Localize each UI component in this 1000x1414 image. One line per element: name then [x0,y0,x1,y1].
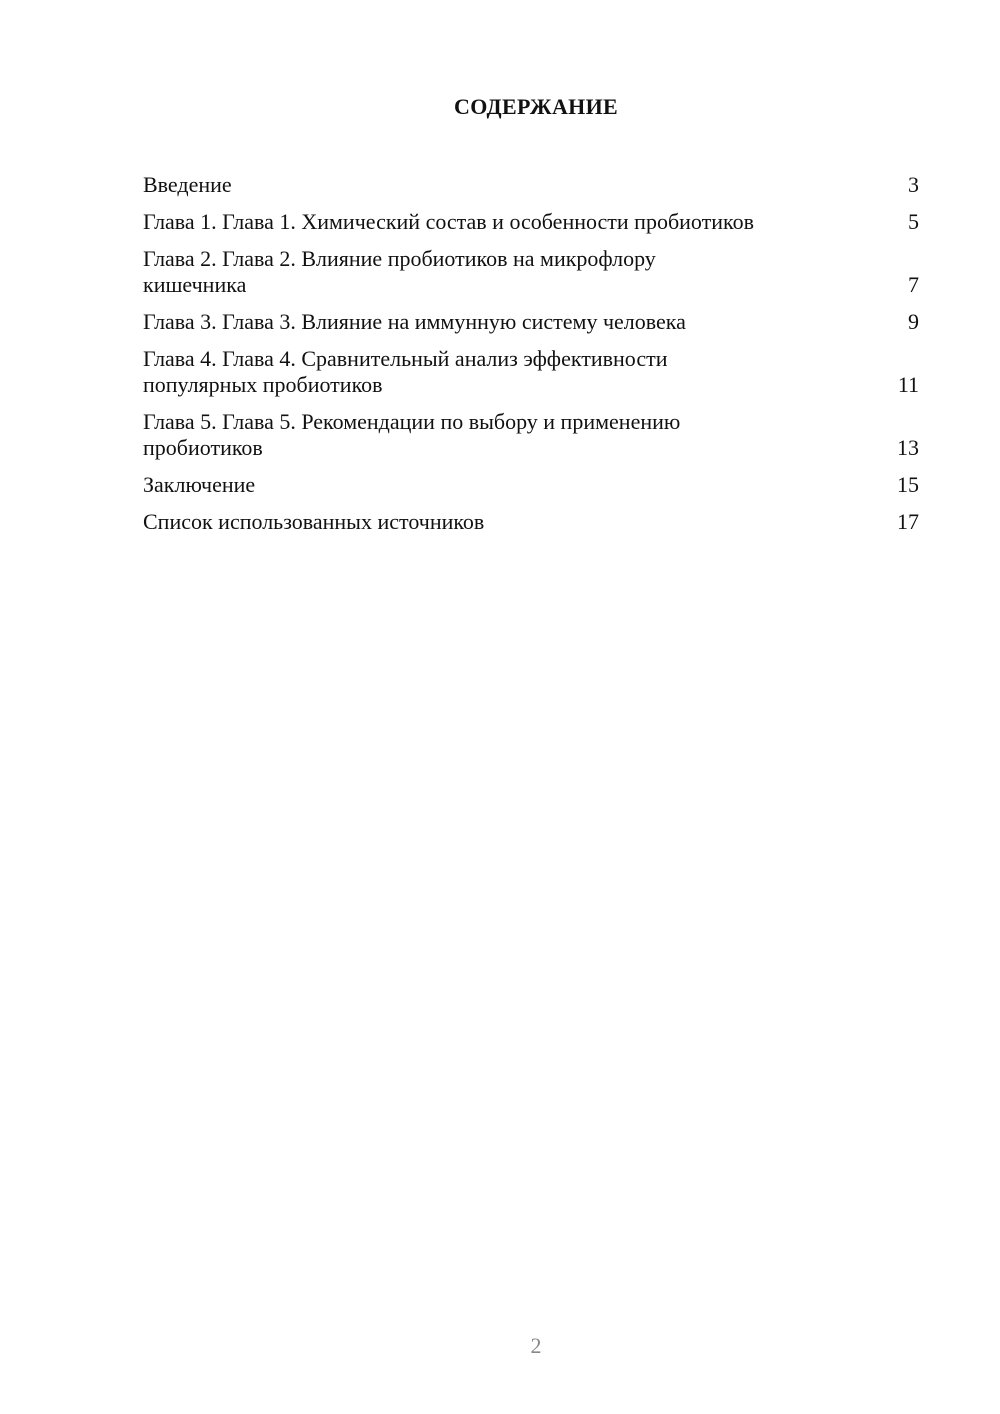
toc-entry-title: Глава 4. Глава 4. Сравнительный анализ эффективности популярных пробиотиков [143,346,668,397]
toc-entry-page: 9 [908,309,919,334]
toc-entry-title: Введение [143,172,232,197]
toc-entry [143,346,919,398]
page-number: 2 [530,1333,542,1358]
toc-entry-page: 17 [897,509,919,534]
toc-entry-page: 13 [897,435,919,460]
toc-entry [143,172,919,198]
toc-entry [143,472,919,498]
toc-entry-page: 5 [908,209,919,234]
toc-entry [143,209,919,235]
toc-entry [143,509,919,535]
toc-entry-title: Глава 2. Глава 2. Влияние пробиотиков на микрофлору кишечника [143,246,656,297]
toc-entry [143,246,919,298]
page-title: СОДЕРЖАНИЕ [454,94,618,119]
toc-entry-title: Заключение [143,472,256,497]
toc-entry-title: Глава 3. Глава 3. Влияние на иммунную систему человека [143,309,686,334]
toc-entry-page: 15 [897,472,919,497]
toc-entry-title: Глава 1. Глава 1. Химический состав и особенности пробиотиков [143,209,754,234]
toc-entry-title: Глава 5. Глава 5. Рекомендации по выбору и применению пробиотиков [143,409,681,460]
toc-entry-title: Список использованных источников [143,509,485,534]
toc-entry [143,309,919,335]
toc-entry-page: 7 [908,272,919,297]
table-of-contents [143,172,919,546]
toc-entry [143,409,919,461]
toc-entry-page: 3 [908,172,919,197]
toc-entry-page: 11 [897,372,919,397]
